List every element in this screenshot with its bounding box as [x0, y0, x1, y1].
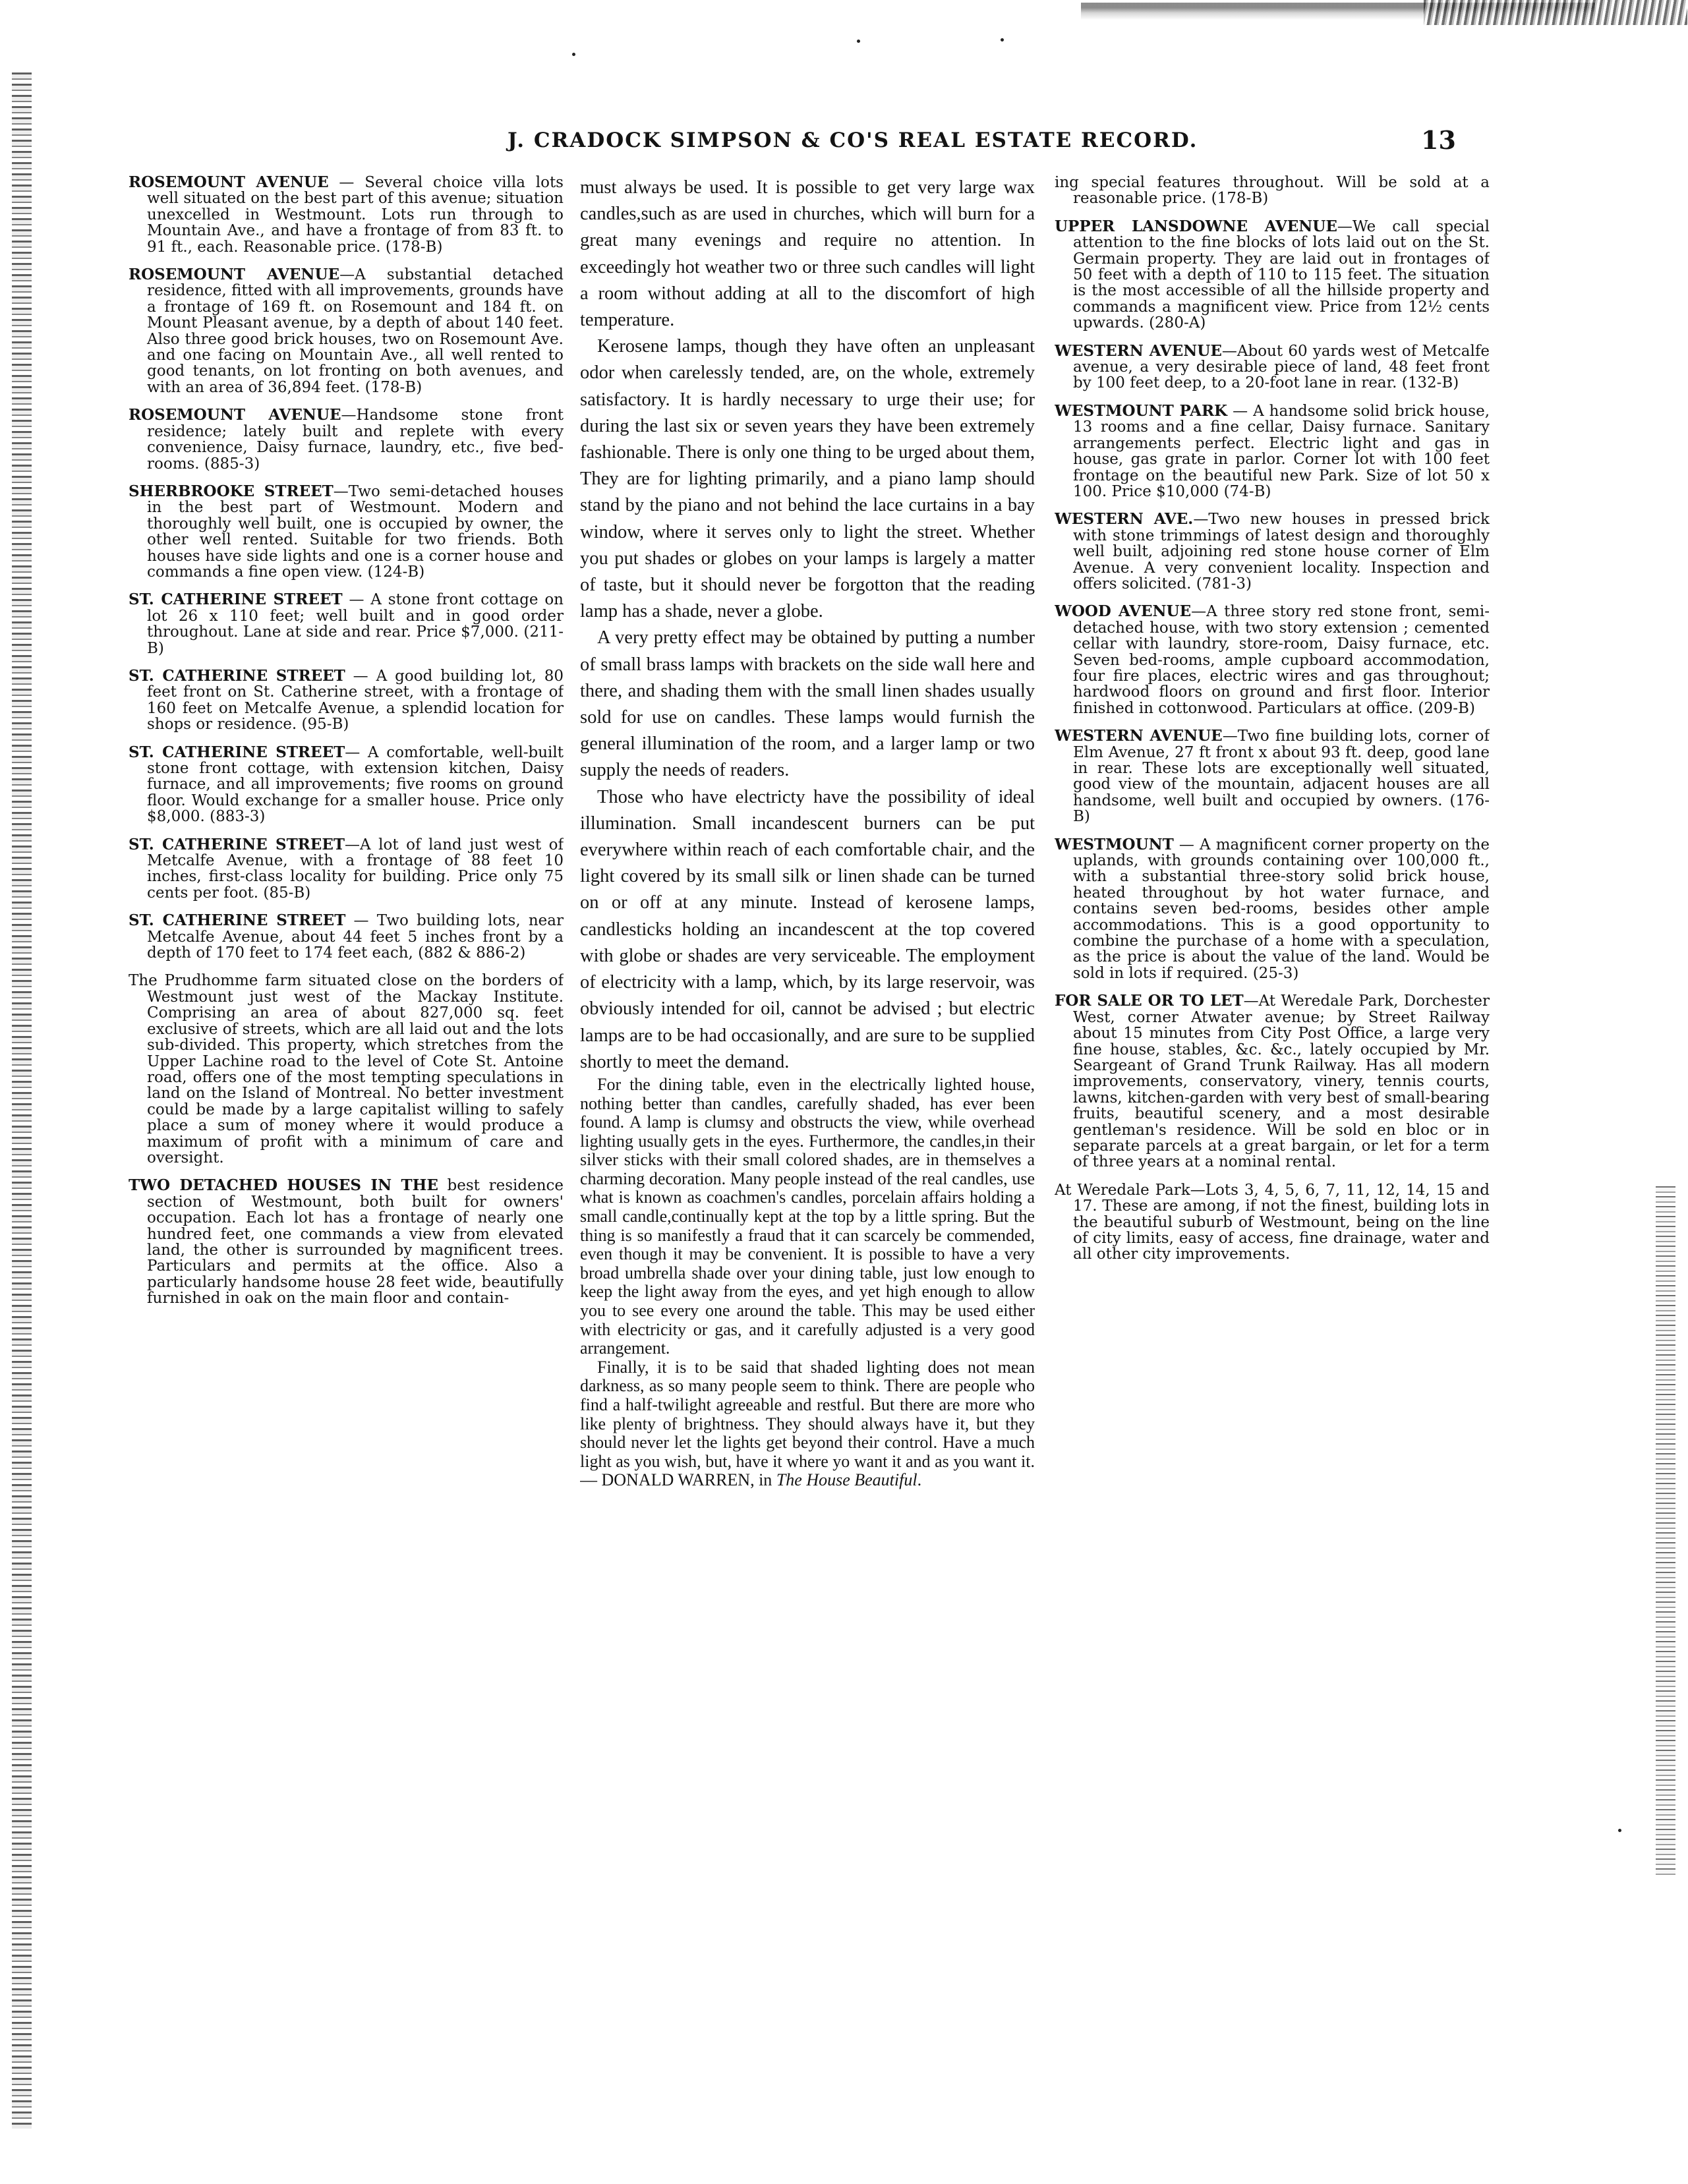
listing-heading: SHERBROOKE STREET [129, 482, 334, 500]
listing-text: ing special features throughout. Will be sold at a reasonable price. (178-B) [1055, 175, 1490, 208]
listing-heading: ROSEMOUNT AVENUE [129, 266, 340, 284]
listing [1055, 993, 1490, 1170]
listing-text: —About 60 yards west of Metcalfe avenue, a very desirable piece of land, 48 feet front by 100 feet deep, to a 20-foot lane in rear. (132-B) [1073, 342, 1490, 392]
listing [1055, 511, 1490, 592]
listing [1055, 1182, 1490, 1263]
listing-heading: ST. CATHERINE STREET [129, 743, 345, 761]
scan-edge-right [1656, 1186, 1675, 1878]
listing [129, 175, 564, 255]
listing [1055, 403, 1490, 500]
listing [1055, 604, 1490, 716]
listing-text: — Several choice villa lots well situated on the best part of this avenue; situation unexcelled in Westmount. Lots run through to Mountain Ave., and have a frontage of from 83 ft. to 91 ft., each. Reasonable price. (178-B) [147, 175, 564, 256]
listing-text: —A substantial detached residence, fitted with all improvements, grounds have a frontage of 169 ft. on Rosemount and 184 ft. on Mount Pleasant avenue, by a depth of about 140 feet. Also three good brick houses, two on Rosemount Ave. and one facing on Mountain Ave., all well rented to good tenants, on lot fronting on both avenues, and with an area of 36,894 feet. (178-B) [147, 266, 564, 396]
listing-text: —Two new houses in pressed brick with stone trimmings of latest design and thoroughly well built, adjoining red stone house corner of Elm Avenue. A very convenient locality. Inspection and offers solicited. (781-3) [1073, 511, 1490, 592]
listing [129, 745, 564, 825]
listing-text: —Two fine building lots, corner of Elm Avenue, 27 ft front x about 93 ft. deep, good lane in rear. These lots are exceptionally well situated, good view of the mountain, adjacent houses are all handsome, well built and occupied by owners. (176-B) [1073, 728, 1490, 826]
magazine-title: The House Beautiful [776, 1470, 917, 1490]
article-paragraph: must always be used. It is possible to get very large wax candles,such as are used in churches, which will burn for a great many evenings and require no attention. In exceedingly hot weather two or three such candles will light a room without adding at all to the discomfort of high temperature. [580, 177, 1035, 331]
listing-heading: TWO DETACHED HOUSES IN THE [129, 1176, 438, 1195]
listing-heading: ST. CATHERINE STREET [129, 666, 345, 685]
listing [129, 913, 564, 961]
listing-heading: WOOD AVENUE [1055, 602, 1192, 621]
listing-heading: WESTMOUNT [1055, 835, 1174, 853]
listing-heading: UPPER LANSDOWNE AVENUE [1055, 217, 1337, 235]
listing-heading: ROSEMOUNT AVENUE [129, 175, 329, 191]
listing-text: The Prudhomme farm situated close on the borders of Westmount just west of the Mackay Institute. Comprising an area of about 827,000 sq. feet exclusive of streets, which are all laid out and the lots sub-divided. This property, which stretches from the Upper Lachine road to the level of Cote St. Antoine road, offers one of the most tempting speculations in land on the Island of Montreal. No better investment could be made by a large capitalist willing to safely place a sum of money where it would produce a maximum of profit with a minimum of care and oversight. [129, 972, 564, 1166]
listing [129, 1178, 564, 1306]
byline-end: . [917, 1470, 922, 1490]
article-paragraph: Those who have electricty have the possibility of ideal illumination. Small incandescent burners can be put everywhere within reach of each comfortable chair, and the light covered by its small silk or linen shade can be turned on or off at any minute. Instead of kerosene lamps, candlesticks holding an incandescent at the top covered with globe or shades are very serviceable. The employment of electricity with a lamp, which, by its large reservoir, was obviously intended for oil, cannot be advised ; but electric lamps are to be had occasionally, and are sure to be supplied shortly to meet the demand. [580, 786, 1035, 1072]
listing-heading: WESTERN AVENUE [1055, 341, 1222, 360]
listing-text: —Handsome stone front residence; lately built and replete with every convenience, Daisy furnace, laundry, etc., five bed-rooms. (885-3) [147, 407, 564, 473]
listing [1055, 728, 1490, 824]
listing [129, 837, 564, 902]
listing-text: At Weredale Park—Lots 3, 4, 5, 6, 7, 11, 12, 14, 15 and 17. These are among, if not the finest, building lots in the beautiful suburb of Westmount, being on the line of city limits, easy of access, fine drainage, water and all other city improvements. [1055, 1181, 1490, 1263]
scan-speck [857, 40, 860, 43]
article-paragraph: A very pretty effect may be obtained by putting a number of small brass lamps with brackets on the side wall here and there, and shading them with the small linen shades usually sold for use on candles. These lamps would furnish the general illumination of the room, and a larger lamp or two supply the needs of readers. [580, 627, 1035, 781]
article-column [580, 175, 1035, 2139]
listing-text: — A magnificent corner property on the uplands, with grounds containing over 100,000 ft., with a substantial three-story solid brick house, heated throughout by hot water furnace, and contains seven bed-rooms, besides other ample accommodations. This is a good opportunity to combine the purchase of a home with a speculation, as the price is about the value of the land. Would be sold in lots if required. (25-3) [1073, 836, 1490, 982]
listing-heading: ST. CATHERINE STREET [129, 835, 345, 853]
listing-heading: WESTERN AVE. [1055, 510, 1194, 529]
listing-text: —We call special attention to the fine blocks of lots laid out on the St. Germain property. They are laid out in frontages of 50 feet with a depth of 110 to 115 feet. The situation is the most accessible of all the hillside property and commands a magnificent view. Price from 12½ cents upwards. (280-A) [1073, 217, 1490, 332]
page-number: 13 [1421, 125, 1456, 155]
byline-dash: — [580, 1470, 602, 1490]
listing-heading: FOR SALE OR TO LET [1055, 992, 1244, 1010]
listing [1055, 175, 1490, 207]
running-head: J. CRADOCK SIMPSON & CO'S REAL ESTATE RECORD. [508, 129, 1198, 152]
listing-text: best residence section of Westmount, both built for owners' occupation. Each lot has a frontage of nearly one hundred feet, one commands a view from elevated land, the other is surrounded by magnificent trees. Particulars and permits at the office. Also a particularly handsome house 28 feet wide, beautifully furnished in oak on the main floor and contain- [147, 1177, 564, 1308]
listing [129, 668, 564, 733]
listing-heading: ST. CATHERINE STREET [129, 590, 343, 609]
listing-heading: ROSEMOUNT AVENUE [129, 406, 341, 424]
scan-binding-edge-left [12, 72, 32, 2129]
listing [129, 267, 564, 395]
scan-speck [1001, 38, 1004, 42]
listing-text: —At Weredale Park, Dorchester West, corner Atwater avenue; by Street Railway about 15 minutes from City Post Office, a large very fine house, stables, &c. &c., lately occupied by Mr. Seargeant of Grand Trunk Railway. Has all modern improvements, conservatory, vinery, tennis courts, lawns, kitchen-garden with very best of small-bearing fruits, beautiful scenery, and a most desirable gentleman's residence. Will be sold en bloc or in separate parcels at a great bargain, or let for a term of three years at a nominal rental. [1073, 992, 1490, 1171]
listing-text: — Two building lots, near Metcalfe Avenue, about 44 feet 5 inches front by a depth of 170 feet to 174 feet each, (882 & 886-2) [147, 912, 564, 962]
listing [1055, 219, 1490, 331]
author-name: DONALD WARREN [601, 1470, 751, 1490]
listing-text: —A lot of land just west of Metcalfe Avenue, with a frontage of 88 feet 10 inches, first-class locality for building. Price only 75 cents per foot. (85-B) [147, 836, 564, 902]
listing [129, 407, 564, 472]
listing [1055, 837, 1490, 982]
listing [129, 973, 564, 1166]
scan-speck [572, 53, 575, 56]
article-paragraph-text: Finally, it is to be said that shaded lighting does not mean darkness, as so many people seem to think. There are people who find a half-twilight agreeable and restful. But there are more who like plenty of brightness. They should always have it, but they should never let the lights get beyond their control. Have a much light as you wish, but, have it where yo want it and as you want it. [580, 1357, 1035, 1471]
scan-speck [1618, 1829, 1621, 1832]
listing [1055, 343, 1490, 391]
listing-text: — A stone front cottage on lot 26 x 110 feet; well built and in good order throughout. Lane at side and rear. Price $7,000. (211-B) [147, 591, 564, 657]
listing [129, 484, 564, 580]
scan-smudge-corner [1424, 0, 1687, 25]
right-column [1055, 175, 1490, 2139]
listing-heading: ST. CATHERINE STREET [129, 911, 346, 930]
article-final-paragraph [580, 1358, 1035, 1490]
article-paragraph: For the dining table, even in the electrically lighted house, nothing better than candles, carefully shaded, has ever been found. A lamp is clumsy and obstructs the view, while overhead lighting usually gets in the eyes. Furthermore, the candles,in their silver sticks with their small colored shades, are in themselves a charming decoration. Many people instead of the real candles, use what is known as coachmen's candles, porcelain affairs holding a small candle,continually kept at the top by a little spring. But the thing is so manifestly a fraud that it can scarcely be commended, even though it may be convenient. It is possible to have a very broad umbrella shade over your dining table, just low enough to keep the light away from the eyes, and yet high enough to allow you to see every one around the table. This may be used either with electricity or gas, and it carefully adjusted is a very good arrangement. [580, 1074, 1035, 1358]
article-paragraph: Kerosene lamps, though they have often an unpleasant odor when carelessly tended, are, on the whole, extremely satisfactory. It is hardly necessary to urge their use; for during the last six or seven years they have been extremely fashionable. There is only one thing to be urged about them, They are for lighting primarily, and a piano lamp should stand by the piano and not behind the lace curtains in a bay window, where it serves only to light the street. Whether you put shades or globes on your lamps is largely a matter of taste, but it should never be forgotton that the reading lamp has a shade, never a globe. [580, 336, 1035, 622]
listing [129, 592, 564, 656]
listing-text: — A comfortable, well-built stone front cottage, with extension kitchen, Daisy furnace, and all improvements; five rooms on ground floor. Would exchange for a smaller house. Price only $8,000. (883-3) [147, 743, 564, 826]
byline-in: , in [750, 1470, 776, 1490]
listing-text: —A three story red stone front, semi-detached house, with two story extension ; cemented cellar with laundry, store-room, Daisy furnace, etc. Seven bed-rooms, ample cupboard accommodation, four fire places, electric wires and gas throughout; hardwood floors on ground and first floor. Interior finished in cottonwood. Particulars at office. (209-B) [1073, 603, 1490, 717]
listing-text: —Two semi-detached houses in the best part of Westmount. Modern and thoroughly well built, one is occupied by owner, the other well rented. Suitable for two friends. Both houses have side lights and one is a corner house and commands a fine open view. (124-B) [147, 482, 564, 581]
left-column [129, 175, 564, 2139]
listing-text: — A handsome solid brick house, 13 rooms and a fine cellar, Daisy furnace. Sanitary arrangements perfect. Electric light and gas in house, gas grate in parlor. Corner lot with 100 feet frontage on the beautiful new Park. Size of lot 50 x 100. Price $10,000 (74-B) [1073, 402, 1490, 500]
listing-text: — A good building lot, 80 feet front on St. Catherine street, with a frontage of 160 feet on Metcalfe Avenue, a splendid location for shops or residence. (95-B) [147, 667, 564, 733]
listing-heading: WESTMOUNT PARK [1055, 401, 1228, 420]
listing-heading: WESTERN AVENUE [1055, 727, 1223, 745]
